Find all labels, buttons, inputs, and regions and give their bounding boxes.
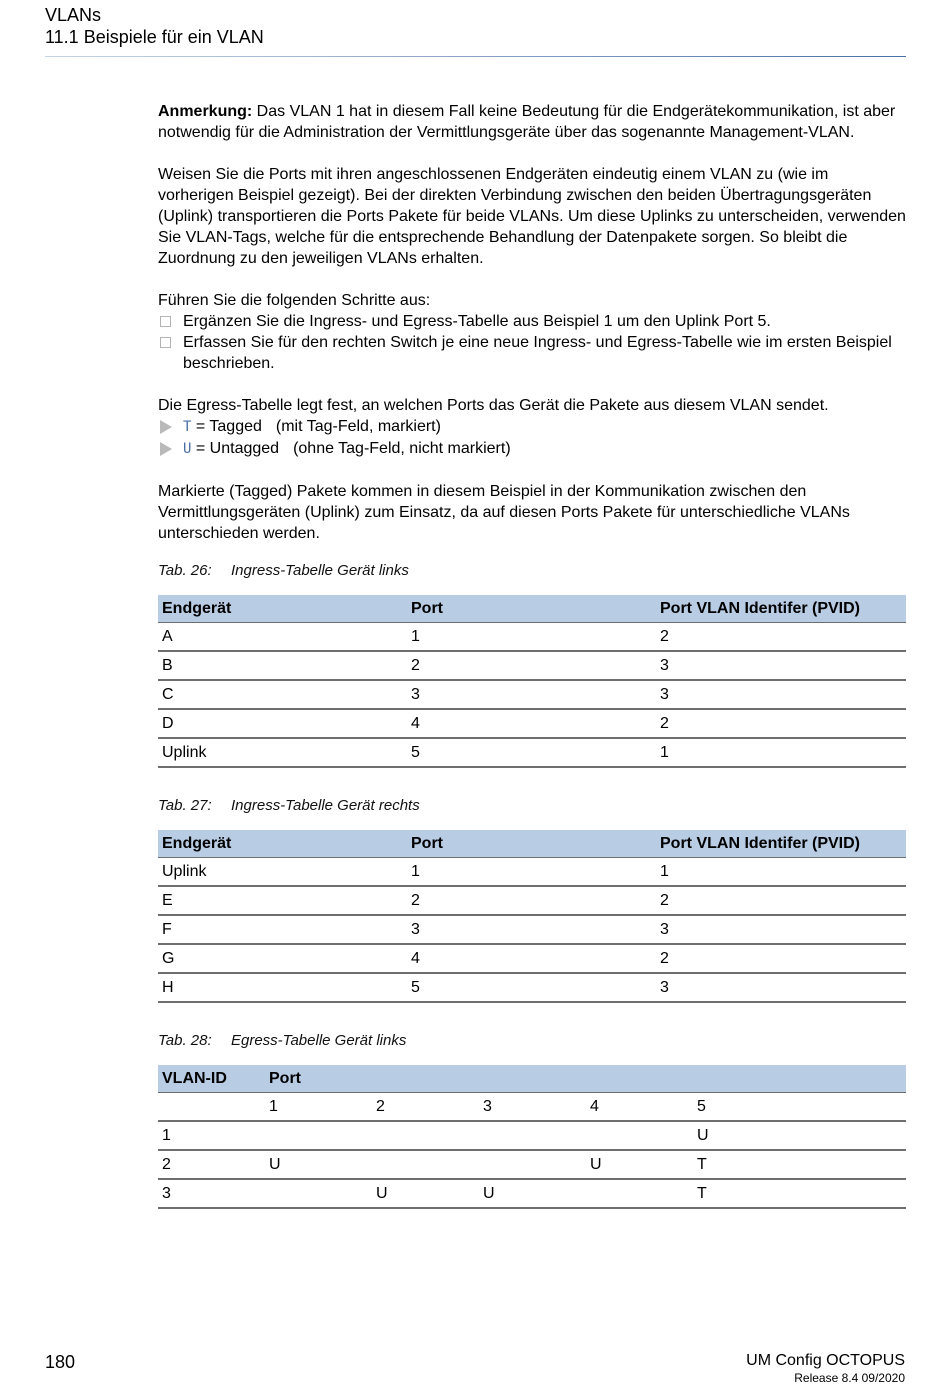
table-cell: 3 bbox=[656, 915, 906, 944]
table-cell: A bbox=[158, 623, 407, 652]
legend-item-untagged bbox=[158, 438, 906, 460]
column-header: Port VLAN Identifer (PVID) bbox=[656, 830, 906, 858]
table-cell bbox=[586, 1121, 693, 1150]
steps-list bbox=[158, 311, 906, 374]
table-cell bbox=[372, 1150, 479, 1179]
table-cell: 3 bbox=[158, 1179, 265, 1208]
port-number: 4 bbox=[586, 1093, 693, 1122]
table-cell: 2 bbox=[656, 709, 906, 738]
step-item bbox=[158, 311, 906, 332]
table-caption bbox=[158, 1030, 906, 1051]
table-cell: Uplink bbox=[158, 738, 407, 767]
table-cell: 3 bbox=[656, 973, 906, 1002]
table-cell: 3 bbox=[656, 680, 906, 709]
table-cell: U bbox=[479, 1179, 586, 1208]
table-cell: 1 bbox=[407, 623, 656, 652]
table-cell: 2 bbox=[656, 944, 906, 973]
table-cell: H bbox=[158, 973, 407, 1002]
caption-title: Ingress-Tabelle Gerät rechts bbox=[231, 797, 420, 814]
table-row bbox=[158, 915, 906, 944]
caption-number: Tab. 27: bbox=[158, 797, 212, 814]
table-cell: 4 bbox=[407, 709, 656, 738]
step-item bbox=[158, 332, 906, 374]
egress-intro: Die Egress-Tabelle legt fest, an welchen Ports das Gerät die Pakete aus diesem VLAN sendet. bbox=[158, 397, 829, 414]
port-number: 5 bbox=[693, 1093, 906, 1122]
caption-title: Egress-Tabelle Gerät links bbox=[231, 1032, 407, 1049]
checkbox-icon bbox=[160, 337, 171, 348]
paragraph-vlan-assignment: Weisen Sie die Ports mit ihren angeschlossenen Endgeräten eindeutig einem VLAN zu (wie im vorherigen Beispiel gezeigt). Bei der direkten Verbindung zwischen den beiden Übertragungsgeräten (Uplink) transportieren die Ports Pakete für beide VLANs. Um diese Uplinks zu unterscheiden, verwenden Sie VLAN-Tags, welche für die entsprechende Behandlung der Datenpakete sorgen. So bleibt die Zuordnung zu den jeweiligen VLANs erhalten. bbox=[158, 166, 906, 267]
note-label: Anmerkung: bbox=[158, 103, 253, 120]
table-row bbox=[158, 1179, 906, 1208]
port-number: 2 bbox=[372, 1093, 479, 1122]
legend-item-tagged bbox=[158, 416, 906, 438]
legend-desc: (mit Tag-Feld, markiert) bbox=[275, 418, 441, 435]
table-cell: 1 bbox=[407, 858, 656, 887]
paragraph-tagged: Markierte (Tagged) Pakete kommen in diesem Beispiel in der Kommunikation zwischen den Vermittlungsgeräten (Uplink) zum Einsatz, da auf diesen Ports Pakete für unterschiedliche VLANs unterschieden werden. bbox=[158, 483, 850, 542]
port-number-row bbox=[158, 1093, 906, 1122]
page-number: 180 bbox=[45, 1352, 76, 1372]
table-cell bbox=[265, 1121, 372, 1150]
legend-code: T bbox=[183, 419, 192, 435]
caption-number: Tab. 28: bbox=[158, 1032, 212, 1049]
table-cell bbox=[158, 1093, 265, 1122]
footer-release: Release 8.4 09/2020 bbox=[794, 1371, 905, 1385]
table-cell: 3 bbox=[656, 651, 906, 680]
table-header-row bbox=[158, 1065, 906, 1093]
table-cell: U bbox=[586, 1150, 693, 1179]
table-row bbox=[158, 738, 906, 767]
table-cell: 2 bbox=[656, 623, 906, 652]
legend-label: = Untagged bbox=[195, 440, 280, 457]
caption-number: Tab. 26: bbox=[158, 562, 212, 579]
table-row bbox=[158, 651, 906, 680]
table-cell: T bbox=[693, 1179, 906, 1208]
running-header bbox=[45, 4, 264, 48]
column-header: Port bbox=[407, 830, 656, 858]
table-row bbox=[158, 886, 906, 915]
column-header: Port bbox=[407, 595, 656, 623]
table-cell: 2 bbox=[407, 651, 656, 680]
table-row bbox=[158, 623, 906, 652]
table-cell: 2 bbox=[407, 886, 656, 915]
table-cell: 4 bbox=[407, 944, 656, 973]
column-header: Endgerät bbox=[158, 830, 407, 858]
table-cell: 3 bbox=[407, 915, 656, 944]
table-caption bbox=[158, 795, 906, 816]
step-text: Ergänzen Sie die Ingress- und Egress-Tabelle aus Beispiel 1 um den Uplink Port 5. bbox=[183, 313, 771, 330]
table-cell: 3 bbox=[407, 680, 656, 709]
table-cell: 1 bbox=[656, 738, 906, 767]
table-cell: D bbox=[158, 709, 407, 738]
table-row bbox=[158, 709, 906, 738]
header-rule bbox=[45, 56, 906, 57]
table-caption bbox=[158, 560, 906, 581]
page-content bbox=[158, 101, 906, 1209]
table-cell: B bbox=[158, 651, 407, 680]
column-header: Port VLAN Identifer (PVID) bbox=[656, 595, 906, 623]
table-cell: F bbox=[158, 915, 407, 944]
ingress-table-right bbox=[158, 830, 906, 1003]
legend-list bbox=[158, 416, 906, 460]
table-cell bbox=[586, 1179, 693, 1208]
port-number: 3 bbox=[479, 1093, 586, 1122]
table-cell: C bbox=[158, 680, 407, 709]
table-cell bbox=[479, 1121, 586, 1150]
legend-label: = Tagged bbox=[195, 418, 262, 435]
legend-code: U bbox=[183, 441, 192, 457]
table-row bbox=[158, 680, 906, 709]
triangle-bullet-icon bbox=[160, 442, 172, 456]
table-cell: T bbox=[693, 1150, 906, 1179]
column-header: VLAN-ID bbox=[158, 1065, 265, 1093]
table-cell: U bbox=[693, 1121, 906, 1150]
table-cell: 1 bbox=[656, 858, 906, 887]
table-cell: Uplink bbox=[158, 858, 407, 887]
note-text: Das VLAN 1 hat in diesem Fall keine Bedeutung für die Endgerätekommunikation, ist aber notwendig für die Administration der Vermittlungsgeräte über das sogenannte Management-VLAN. bbox=[158, 103, 896, 141]
table-cell: 2 bbox=[656, 886, 906, 915]
table-header-row bbox=[158, 830, 906, 858]
table-cell bbox=[372, 1121, 479, 1150]
table-row bbox=[158, 973, 906, 1002]
table-cell: U bbox=[372, 1179, 479, 1208]
table-cell bbox=[479, 1150, 586, 1179]
table-cell: U bbox=[265, 1150, 372, 1179]
section-title: 11.1 Beispiele für ein VLAN bbox=[45, 27, 264, 47]
table-cell: 5 bbox=[407, 973, 656, 1002]
table-row bbox=[158, 944, 906, 973]
legend-desc: (ohne Tag-Feld, nicht markiert) bbox=[293, 440, 511, 457]
table-row bbox=[158, 1121, 906, 1150]
table-cell bbox=[265, 1179, 372, 1208]
triangle-bullet-icon bbox=[160, 420, 172, 434]
column-header: Endgerät bbox=[158, 595, 407, 623]
step-text: Erfassen Sie für den rechten Switch je eine neue Ingress- und Egress-Tabelle wie im ersten Beispiel beschrieben. bbox=[183, 334, 892, 372]
table-cell: G bbox=[158, 944, 407, 973]
table-cell: 2 bbox=[158, 1150, 265, 1179]
column-header: Port bbox=[265, 1065, 906, 1093]
ingress-table-left bbox=[158, 595, 906, 768]
table-row bbox=[158, 858, 906, 887]
egress-table-left bbox=[158, 1065, 906, 1209]
port-number: 1 bbox=[265, 1093, 372, 1122]
note-paragraph bbox=[158, 101, 906, 143]
caption-title: Ingress-Tabelle Gerät links bbox=[231, 562, 409, 579]
steps-intro: Führen Sie die folgenden Schritte aus: bbox=[158, 292, 431, 309]
table-cell: 1 bbox=[158, 1121, 265, 1150]
table-row bbox=[158, 1150, 906, 1179]
table-cell: E bbox=[158, 886, 407, 915]
checkbox-icon bbox=[160, 316, 171, 327]
table-header-row bbox=[158, 595, 906, 623]
table-cell: 5 bbox=[407, 738, 656, 767]
footer-doc-title: UM Config OCTOPUS bbox=[746, 1352, 905, 1369]
chapter-title: VLANs bbox=[45, 5, 102, 25]
